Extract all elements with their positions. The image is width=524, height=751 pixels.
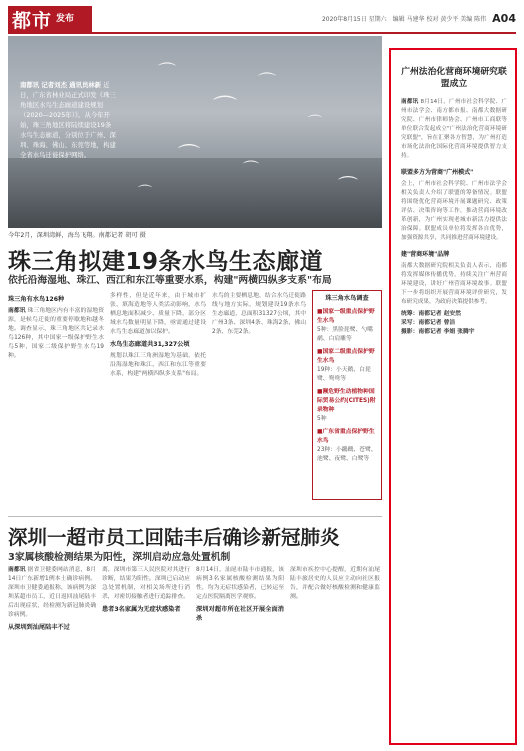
right-column-byline bbox=[401, 310, 507, 337]
right-column-title[interactable]: 广州法治化营商环境研究联盟成立 bbox=[401, 67, 507, 89]
gull-icon: ⌒ bbox=[213, 94, 237, 122]
sidebar-item-label: ■广东省重点保护野生水鸟 bbox=[317, 429, 375, 444]
section-sub: 发布 bbox=[56, 14, 75, 24]
sidebar-item-text: 23种：小鸊鷉、苍鹭、池鹭、夜鹭、白鹭等 bbox=[317, 447, 377, 462]
sidebar-item-label: ■国家二级重点保护野生水鸟 bbox=[317, 349, 375, 364]
editor-credits: 编辑 马建华 校对 黄少平 美编 陈伟 bbox=[392, 16, 487, 23]
sidebar-item bbox=[317, 348, 377, 384]
photo-caption bbox=[20, 80, 116, 160]
right-column-author: 南都讯 bbox=[401, 99, 419, 105]
lead-photo bbox=[8, 36, 382, 228]
gull-icon: ⌒ bbox=[158, 62, 176, 83]
article-shenzhen-body bbox=[8, 566, 382, 746]
article1-col2-text: 多样性，但是近年来，由于城市扩张、填海造地等人类活动影响，水鸟栖息地面积减少、质量下降，部分区域水鸟数量明显下降，亟需通过建设水鸟生态廊道加以保护。 bbox=[110, 293, 206, 335]
headline-shenzhen-case[interactable]: 深圳一超市员工回陆丰后确诊新冠肺炎 bbox=[8, 526, 340, 549]
article2-subhead-3: 深圳对超市所在社区开展全面消杀 bbox=[196, 606, 284, 622]
gull-icon: ⌒ bbox=[243, 159, 260, 178]
article1-col1-text: 珠三角地区内有丰富的湿地资源，是候鸟迁徙的重要停歇地和越冬地。调查显示，珠三角地区共记录水鸟126种，其中国家一级保护野生水鸟5种，国家二级保护野生水鸟19种。 bbox=[8, 308, 104, 359]
byline-line: 统筹：南都记者 赵安然 bbox=[401, 311, 461, 317]
gull-icon: ⌒ bbox=[258, 72, 276, 93]
issue-date: 2020年8月15日 星期六 bbox=[321, 16, 387, 23]
right-column-body-2: 南都大数据研究院相关负责人表示，南都将发挥媒体传播优势，持续关注广州营商环境建设，讲好广州营商环境故事。联盟下一步将组织开展营商环境评价研究，发布研究成果，为政府决策提供参考。 bbox=[401, 263, 507, 305]
section-masthead bbox=[8, 6, 92, 32]
section-name: 都市 bbox=[12, 9, 53, 32]
section-divider bbox=[8, 516, 382, 517]
article1-col-3 bbox=[212, 292, 306, 500]
article1-col-1 bbox=[8, 292, 104, 500]
right-column-article bbox=[389, 48, 517, 745]
sidebar-item bbox=[317, 428, 377, 464]
right-column-subhead-1: 联盟多方为营商"广州模式" bbox=[401, 169, 474, 176]
article1-col3-text: 水鸟的主要栖息地，结合水鸟迁徙路线与地方实际，规划建设19条水鸟生态廊道，总面积31327公顷，其中广州3条、深圳4条、珠海2条、佛山2条、东莞2条。 bbox=[212, 293, 306, 335]
right-column-body-1: 会上，广州市社会科学院、广州市法学会相关负责人介绍了联盟的筹备情况。联盟将围绕优化营商环境开展课题研究、政策评估、决策咨询等工作，推动营商环境改革创新，为广州实现老城市新活力提供法治保障。联盟成员单位将发挥各自优势，加强资源共享，共同推进营商环境建设。 bbox=[401, 181, 507, 241]
photo-credit: 今年2月，深圳湾鲜，海鸟飞翔。南都记者 胡可 摄 bbox=[8, 232, 146, 239]
page-number: A04 bbox=[492, 12, 516, 25]
byline-line: 采写：南都记者 曾洁 bbox=[401, 320, 456, 326]
sidebar-title: 珠三角水鸟调查 bbox=[325, 295, 369, 302]
subhead-waterbird-corridors: 依托沿海湿地、珠江、西江和东江等重要水系，构建"两横四纵多支系"布局 bbox=[8, 275, 332, 286]
article2-col-2 bbox=[102, 566, 190, 744]
article-waterbird-body bbox=[8, 292, 382, 552]
article2-subhead-2: 患者3名家属为无症状感染者 bbox=[102, 606, 181, 613]
gull-icon: ⌒ bbox=[138, 185, 152, 201]
gull-icon: ⌒ bbox=[338, 174, 358, 198]
article2-col-3 bbox=[196, 566, 284, 744]
sidebar-item-text: 5种 bbox=[317, 416, 327, 422]
article2-col4-text: 深圳市疾控中心提醒，近期有汕尾陆丰旅居史的人员应主动向社区报告，并配合做好核酸检测和健康监测。 bbox=[290, 567, 380, 600]
right-column-lead-text: 8月14日，广州市社会科学院、广州市法学会、南方都市报、南都大数据研究院、广州市律师协会、广州市工商联等单位联合发起成立"广州法治化营商环境研究联盟"，旨在汇聚各方智慧，为广州打造市场化法治化国际化营商环境提供智力支持。 bbox=[401, 99, 507, 159]
right-column-lead bbox=[401, 98, 507, 161]
sidebar-item-text: 19种：小天鹅、白琵鹭、鸳鸯等 bbox=[317, 367, 371, 382]
article2-col-1 bbox=[8, 566, 96, 744]
header-info bbox=[322, 12, 516, 25]
article2-col3-text: 8月14日，汕尾市陆丰市通报，该病例3名家属核酸检测结果为阳性，均为无症状感染者，已转运至定点医院隔离医学观察。 bbox=[196, 567, 284, 600]
article2-col-4 bbox=[290, 566, 380, 744]
article1-subhead-2: 水鸟生态廊道共31,327公顷 bbox=[110, 341, 190, 348]
sidebar-item-label: ■国家一级重点保护野生水鸟 bbox=[317, 309, 375, 324]
article2-col1-text: 据省卫健委网站消息，8月14日广东新增1例本土确诊病例。深圳市卫健委通报称，该病例为深圳某超市员工，近日返回汕尾陆丰后出现症状，经检测为新冠肺炎确诊病例。 bbox=[8, 567, 96, 618]
header-rule bbox=[8, 32, 516, 34]
sidebar-item-label: ■濒危野生动植物种国际贸易公约(CITES)附录物种 bbox=[317, 389, 376, 413]
right-column-subhead-2: 建"营商环境"品牌 bbox=[401, 251, 450, 258]
gull-icon: ⌒ bbox=[308, 115, 322, 131]
article2-col2-text: 离，深圳市第三人民医院对其进行诊断，结果为阳性。深圳已启动应急处置机制，对相关场所进行消杀，对密切接触者进行追踪排查。 bbox=[102, 567, 190, 600]
caption-author: 南都讯 记者刘杰 通讯员林新 bbox=[20, 81, 102, 89]
caption-body: 近日，广东省林业局正式印发《珠三角地区水鸟生态廊道建设规划（2020—2025年）》。从今年开始，珠三角地区将陆续建设19条水鸟生态廊道，分别位于广州、深圳、珠海、佛山、东莞等地，构建全省水鸟迁徙保护网络。 bbox=[20, 81, 116, 159]
article2-author: 南都讯 bbox=[8, 567, 26, 573]
byline-line: 摄影：南都记者 李娟 张腾宇 bbox=[401, 329, 475, 335]
headline-waterbird-corridors[interactable]: 珠三角拟建19条水鸟生态廊道 bbox=[8, 249, 324, 275]
article1-col2b-text: 规划以珠江三角洲湿地为基础，依托沿海湿地和珠江、西江和东江等重要水系，构建"两横四纵多支系"布局。 bbox=[110, 353, 206, 377]
article2-subhead-1: 从深圳到汕尾陆丰不过 bbox=[8, 624, 70, 631]
sidebar-item bbox=[317, 308, 377, 344]
subhead-shenzhen-case: 3家属核酸检测结果为阳性，深圳启动应急处置机制 bbox=[8, 552, 231, 563]
article1-col-2 bbox=[110, 292, 206, 500]
sidebar-item bbox=[317, 388, 377, 424]
gull-icon: ⌒ bbox=[178, 144, 201, 169]
survey-sidebar bbox=[312, 290, 382, 500]
article1-author: 南都讯 bbox=[8, 308, 26, 314]
sidebar-item-text: 5种：黑脸琵鹭、勺嘴鹬、白肩雕等 bbox=[317, 327, 373, 342]
page-header bbox=[0, 0, 524, 34]
article1-subhead-1: 珠三角有水鸟126种 bbox=[8, 296, 65, 303]
